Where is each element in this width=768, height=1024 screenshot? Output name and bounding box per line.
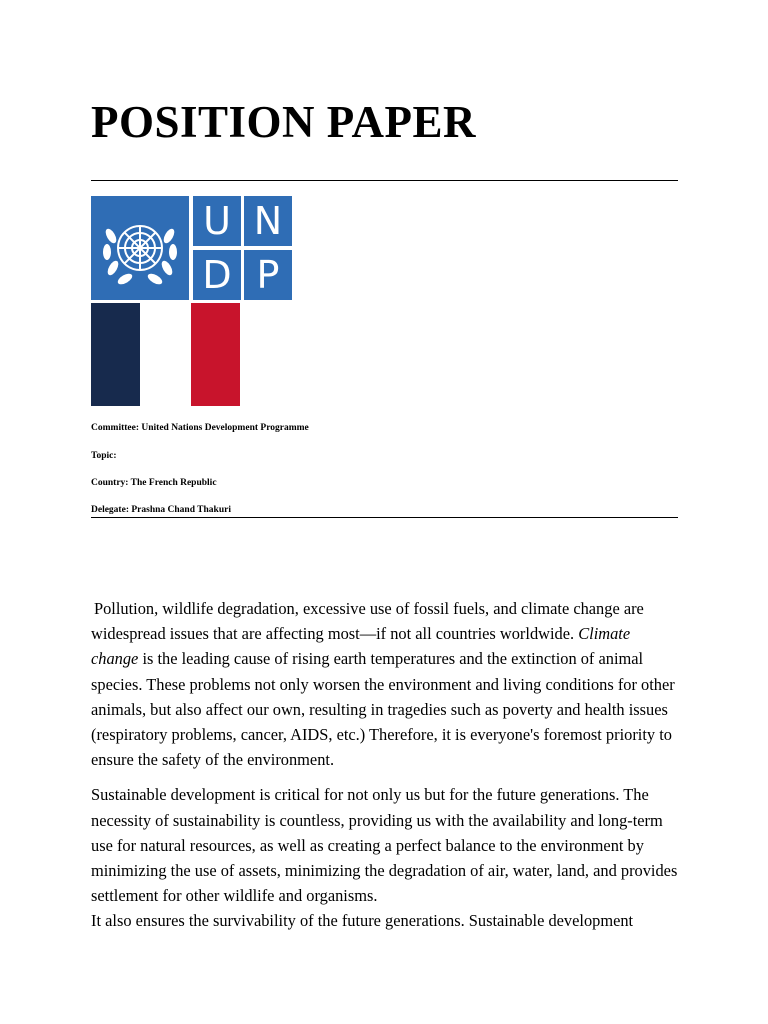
topic-label: Topic:: [91, 451, 117, 461]
un-emblem-icon: [91, 196, 189, 300]
france-flag-icon: [91, 303, 240, 406]
paragraph-2: Sustainable development is critical for not only us but for the future generations. The necessity of sustainability is countless, providing us with the availability and long-term use for natural resources, as well as creating a perfect balance to the environment by minimizing the use of assets, minimizing the degradation of air, water, land, and provides settlement for other wildlife and organisms.: [91, 785, 678, 906]
body-text: [91, 596, 681, 934]
paragraph-1-rest: is the leading cause of rising earth temperatures and the extinction of animal species. These problems not only worsen the environment and living conditions for other animals, but also affect our own, resulting in tragedies such as poverty and health issues (respiratory problems, cancer, AIDS, etc.) Therefore, it is everyone's foremost priority to ensure the safety of the environment.: [91, 649, 675, 770]
logo-letter-n: N: [244, 196, 292, 246]
flag-stripe-white: [141, 303, 190, 406]
paragraph-3: It also ensures the survivability of the future generations. Sustainable development: [91, 911, 634, 931]
logo-letter-u: U: [193, 196, 241, 246]
flag-stripe-red: [191, 303, 240, 406]
flag-stripe-blue: [91, 303, 140, 406]
delegate-label: Delegate: Prashna Chand Thakuri: [91, 505, 231, 515]
committee-label: Committee: United Nations Development Programme: [91, 423, 309, 433]
paragraph-1: [91, 596, 681, 772]
page-title: POSITION PAPER: [91, 97, 476, 147]
country-label: Country: The French Republic: [91, 478, 217, 488]
paragraph-1-emphasis: Climate change: [91, 624, 631, 669]
title-divider: [91, 180, 678, 181]
undp-logo: [91, 196, 292, 300]
paragraph-1-lead: Pollution, wildlife degradation, excessive use of fossil fuels, and climate change are widespread issues that are affecting most—if not all countries worldwide.: [91, 599, 644, 644]
logo-letter-d: D: [193, 250, 241, 300]
header-divider: [91, 517, 678, 518]
logo-letter-p: P: [244, 250, 292, 300]
